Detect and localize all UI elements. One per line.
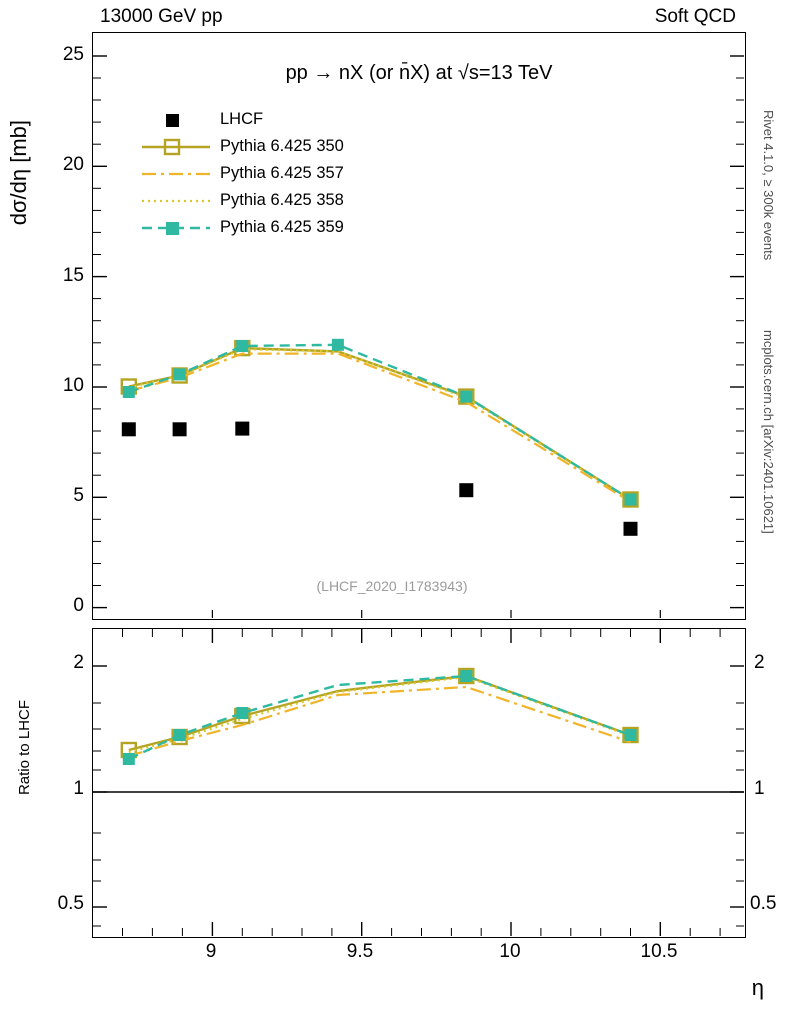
legend-item-lhcf[interactable] (140, 106, 344, 133)
legend-key-pythia-350 (140, 137, 212, 157)
ratio-y-tick-label-05: 0.5 (57, 893, 84, 914)
plot-title: pp → nX (or n̄X) at √s=13 TeV (285, 62, 553, 84)
header-left-label: 13000 GeV pp (100, 6, 223, 27)
y-tick-label-25: 25 (62, 44, 84, 65)
rivet-version-label: Rivet 4.1.0, ≥ 300k events (761, 110, 776, 261)
x-tick-label-10: 10 (499, 941, 521, 962)
mcplots-arxiv-label: mcplots.cern.ch [arXiv:2401.10621] (761, 330, 776, 534)
legend-item-pythia-350[interactable] (140, 133, 344, 160)
legend-label-pythia-359: Pythia 6.425 359 (220, 218, 344, 236)
y-axis-title: dσ/dη [mb] (6, 120, 31, 226)
series-points-lhcf (122, 422, 638, 536)
series-line-358 (129, 349, 631, 500)
ratio-line-358 (129, 677, 631, 752)
legend-key-lhcf (140, 110, 212, 130)
ratio-y-tick-label-right-1: 1 (754, 778, 765, 799)
legend-key-pythia-358 (140, 191, 212, 211)
legend (140, 106, 344, 241)
x-tick-label-105: 10.5 (640, 941, 678, 962)
legend-item-pythia-359[interactable] (140, 214, 344, 241)
legend-key-pythia-357 (140, 164, 212, 184)
x-axis-title: η (751, 975, 764, 1000)
legend-label-pythia-358: Pythia 6.425 358 (220, 191, 344, 209)
series-line-350 (122, 341, 638, 506)
ratio-y-tick-label-right-05: 0.5 (750, 893, 777, 914)
y-tick-label-0: 0 (73, 595, 84, 616)
ratio-y-tick-label-2: 2 (73, 652, 84, 673)
y-tick-label-20: 20 (62, 154, 84, 175)
legend-label-pythia-357: Pythia 6.425 357 (220, 164, 344, 182)
x-tick-label-9: 9 (205, 941, 217, 962)
y-tick-label-15: 15 (62, 265, 84, 286)
legend-label-pythia-350: Pythia 6.425 350 (220, 137, 344, 155)
y-tick-label-5: 5 (73, 485, 84, 506)
ratio-line-357 (129, 687, 631, 756)
ratio-y-tick-label-right-2: 2 (754, 652, 765, 673)
legend-key-pythia-359 (140, 218, 212, 238)
ratio-plot-area (92, 628, 746, 938)
analysis-watermark: (LHCF_2020_I1783943) (316, 578, 468, 594)
header-right-label: Soft QCD (654, 6, 736, 27)
legend-item-pythia-357[interactable] (140, 160, 344, 187)
x-tick-label-95: 9.5 (346, 941, 374, 962)
series-line-359 (123, 339, 637, 506)
ratio-y-axis-title: Ratio to LHCF (16, 700, 33, 796)
ratio-y-tick-label-1: 1 (73, 778, 84, 799)
legend-item-pythia-358[interactable] (140, 187, 344, 214)
series-line-357 (129, 354, 631, 502)
y-tick-label-10: 10 (62, 375, 84, 396)
legend-label-lhcf: LHCF (220, 110, 264, 128)
